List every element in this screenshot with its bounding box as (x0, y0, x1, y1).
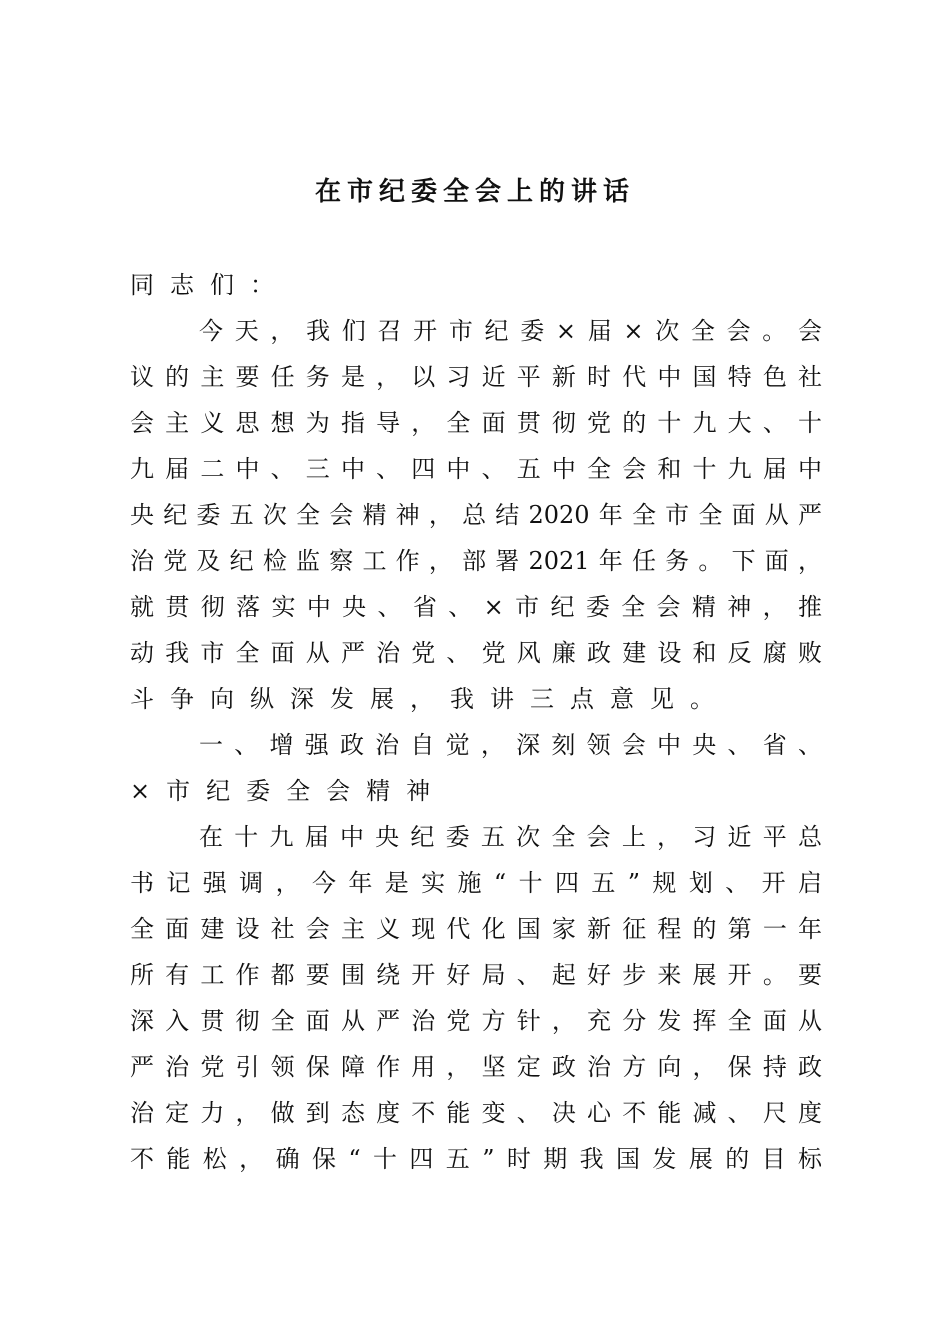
body-line: 会主义思想为指导，全面贯彻党的十九大、十 (130, 409, 822, 437)
body-line: 斗争向纵深发展，我讲三点意见。 (130, 685, 730, 713)
body-line: 九届二中、三中、四中、五中全会和十九届中 (130, 455, 822, 483)
body-line: 议的主要任务是，以习近平新时代中国特色社 (130, 363, 822, 391)
body-line: 今天，我们召开市纪委×届×次全会。会 (199, 317, 822, 345)
document-title: 在市纪委全会上的讲话 (314, 177, 635, 207)
body-line: 全面建设社会主义现代化国家新征程的第一年 (130, 915, 822, 943)
body-line: 严治党引领保障作用，坚定政治方向，保持政 (130, 1053, 822, 1081)
body-line: 治党及纪检监察工作，部署2021年任务。下面， (130, 547, 822, 575)
body-line: 在十九届中央纪委五次全会上，习近平总 (199, 823, 822, 851)
body-line: 深入贯彻全面从严治党方针，充分发挥全面从 (130, 1007, 822, 1035)
body-line: 书记强调，今年是实施“十四五”规划、开启 (130, 869, 822, 897)
body-line: 动我市全面从严治党、党风廉政建设和反腐败 (130, 639, 822, 667)
body-line: 央纪委五次全会精神，总结2020年全市全面从严 (130, 501, 822, 529)
body-line: 不能松，确保“十四五”时期我国发展的目标 (130, 1145, 822, 1173)
greeting-line: 同志们： (130, 271, 290, 299)
body-line: 所有工作都要围绕开好局、起好步来展开。要 (130, 961, 822, 989)
body-line: 治定力，做到态度不能变、决心不能减、尺度 (130, 1099, 822, 1127)
section-heading-line: 一、增强政治自觉，深刻领会中央、省、 (199, 731, 822, 759)
body-line: 就贯彻落实中央、省、×市纪委全会精神，推 (130, 593, 822, 621)
section-heading-line: ×市纪委全会精神 (130, 777, 447, 805)
